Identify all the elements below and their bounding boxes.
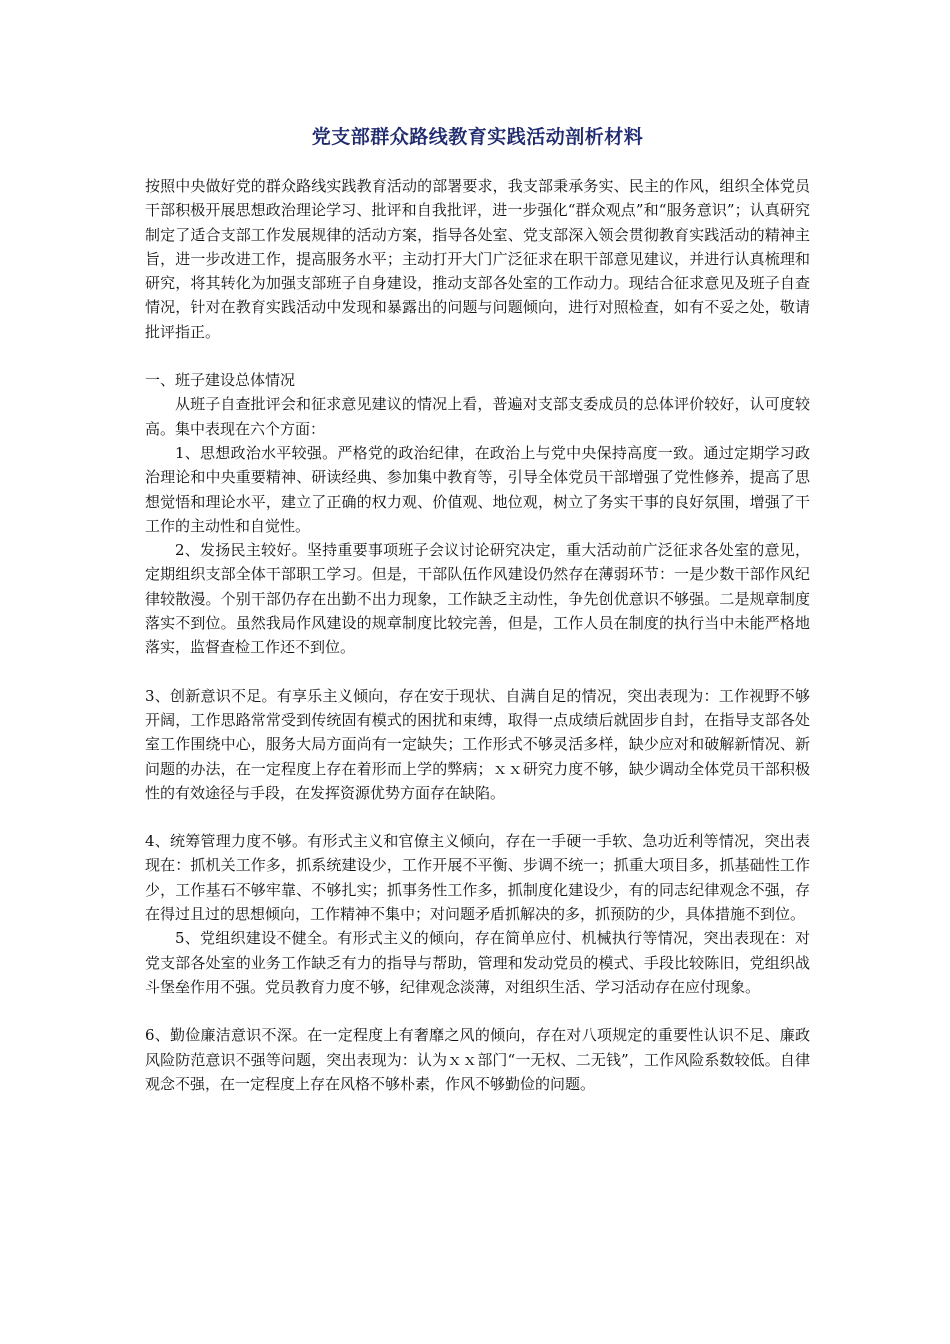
item-4-paragraph: 4、统筹管理力度不够。有形式主义和官僚主义倾向，存在一手硬一手软、急功近利等情况，突出表现在：抓机关工作多，抓系统建设少，工作开展不平衡、步调不统一；抓重大项目多，抓基础性工作少，工作基石不够牢靠、不够扎实；抓事务性工作多，抓制度化建设少，有的同志纪律观念不强，存在得过且过的思想倾向，工作精神不集中；对问题矛盾抓解决的多，抓预防的少，具体措施不到位。 — [145, 832, 810, 924]
item-3-paragraph: 3、创新意识不足。有享乐主义倾向，存在安于现状、自满自足的情况，突出表现为：工作视野不够开阔，工作思路常常受到传统固有模式的困扰和束缚，取得一点成绩后就固步自封，在指导支部各处室工作围绕中心，服务大局方面尚有一定缺失；工作形式不够灵活多样，缺少应对和破解新情况、新问题的办法，在一定程度上存在着形而上学的弊病；ｘｘ研究力度不够，缺少调动全体党员干部积极性的有效途径与手段，在发挥资源优势方面存在缺陷。 — [145, 686, 810, 802]
item-2-paragraph: 2、发扬民主较好。坚持重要事项班子会议讨论研究决定，重大活动前广泛征求各处室的意见，定期组织支部全体干部职工学习。但是，干部队伍作风建设仍然存在薄弱环节：一是少数干部作风纪律较散漫。个别干部仍存在出勤不出力现象，工作缺乏主动性，争先创优意识不够强。二是规章制度落实不到位。虽然我局作风建设的规章制度比较完善，但是，工作人员在制度的执行当中未能严格地落实，监督查检工作还不到位。 — [145, 541, 810, 657]
item-6-paragraph: 6、勤俭廉洁意识不深。在一定程度上有奢靡之风的倾向，存在对八项规定的重要性认识不足、廉政风险防范意识不强等问题，突出表现为：认为ｘｘ部门“一无权、二无钱”，工作风险系数较低。自律观念不强，在一定程度上存在风格不够朴素，作风不够勤俭的问题。 — [145, 1026, 810, 1093]
document-title: 党支部群众路线教育实践活动剖析材料 — [311, 126, 644, 148]
document-page — [145, 122, 810, 1096]
section1-intro-paragraph: 从班子自查批评会和征求意见建议的情况上看，普遍对支部支委成员的总体评价较好，认可度较高。集中表现在六个方面： — [145, 395, 810, 438]
item-5-paragraph: 5、党组织建设不健全。有形式主义的倾向，存在简单应付、机械执行等情况，突出表现在：对党支部各处室的业务工作缺乏有力的指导与帮助，管理和发动党员的模式、手段比较陈旧，党组织战斗堡垒作用不强。党员教育力度不够，纪律观念淡薄，对组织生活、学习活动存在应付现象。 — [145, 929, 810, 996]
item-1-paragraph: 1、思想政治水平较强。严格党的政治纪律，在政治上与党中央保持高度一致。通过定期学习政治理论和中央重要精神、研读经典、参加集中教育等，引导全体党员干部增强了党性修养，提高了思想觉悟和理论水平，建立了正确的权力观、价值观、地位观，树立了务实干事的良好氛围，增强了干工作的主动性和自觉性。 — [145, 443, 810, 535]
section-heading-1: 一、班子建设总体情况 — [145, 371, 296, 390]
intro-paragraph: 按照中央做好党的群众路线实践教育活动的部署要求，我支部秉承务实、民主的作风，组织全体党员干部积极开展思想政治理论学习、批评和自我批评，进一步强化“群众观点”和“服务意识”；认真研究制定了适合支部工作发展规律的活动方案，指导各处室、党支部深入领会贯彻教育实践活动的精神主旨，进一步改进工作，提高服务水平；主动打开大门广泛征求在职干部意见建议，并进行认真梳理和研究，将其转化为加强支部班子自身建设，推动支部各处室的工作动力。现结合征求意见及班子自查情况，针对在教育实践活动中发现和暴露出的问题与问题倾向，进行对照检查，如有不妥之处，敬请批评指正。 — [145, 177, 810, 341]
